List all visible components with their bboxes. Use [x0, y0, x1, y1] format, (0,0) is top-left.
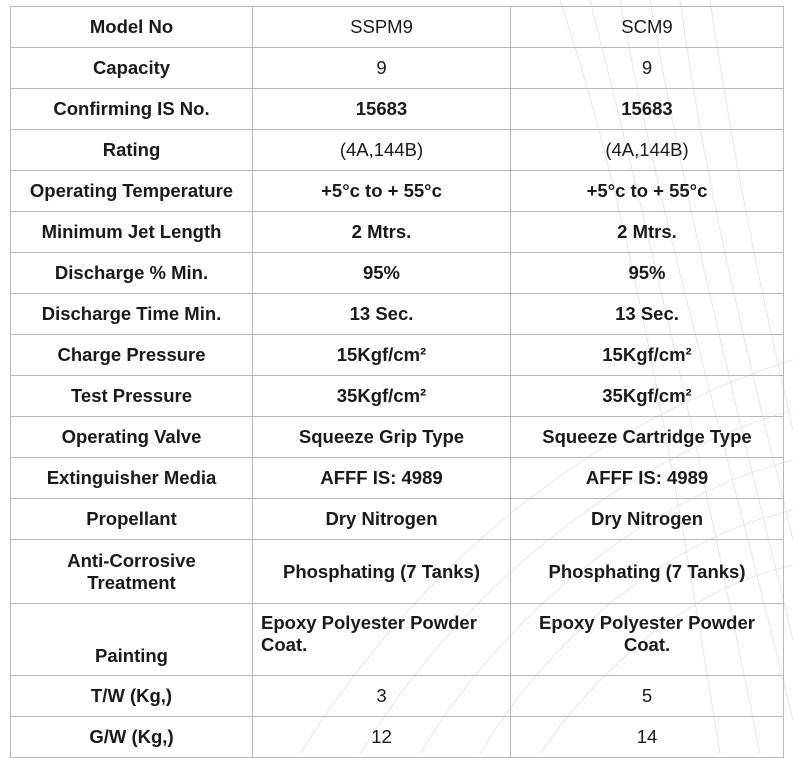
row-label: Confirming IS No.: [11, 89, 253, 130]
cell-value: +5°c to + 55°c: [511, 171, 784, 212]
cell-value: 35Kgf/cm²: [511, 376, 784, 417]
cell-value: 13 Sec.: [253, 294, 511, 335]
cell-value: Squeeze Grip Type: [253, 417, 511, 458]
cell-value: [511, 604, 784, 676]
table-row: [11, 417, 784, 458]
cell-value: (4A,144B): [253, 130, 511, 171]
cell-value: Phosphating (7 Tanks): [253, 540, 511, 604]
row-label: Minimum Jet Length: [11, 212, 253, 253]
row-label: Capacity: [11, 48, 253, 89]
cell-value: 15Kgf/cm²: [511, 335, 784, 376]
cell-value-line: Coat.: [623, 634, 671, 655]
row-label: Rating: [11, 130, 253, 171]
cell-value-line: Epoxy Polyester Powder: [261, 612, 477, 633]
table-row: [11, 540, 784, 604]
table-row: [11, 604, 784, 676]
table-row: [11, 130, 784, 171]
table-row: [11, 335, 784, 376]
row-label: Discharge Time Min.: [11, 294, 253, 335]
cell-value: +5°c to + 55°c: [253, 171, 511, 212]
cell-value: Phosphating (7 Tanks): [511, 540, 784, 604]
cell-value: 14: [511, 717, 784, 758]
row-label: Test Pressure: [11, 376, 253, 417]
row-label: Charge Pressure: [11, 335, 253, 376]
cell-value: 95%: [511, 253, 784, 294]
cell-value: Squeeze Cartridge Type: [511, 417, 784, 458]
table-row: [11, 458, 784, 499]
cell-value: 35Kgf/cm²: [253, 376, 511, 417]
cell-value: AFFF IS: 4989: [253, 458, 511, 499]
row-label: Discharge % Min.: [11, 253, 253, 294]
table-row: [11, 717, 784, 758]
cell-value-line: Epoxy Polyester Powder: [539, 612, 755, 633]
row-label-line: Treatment: [87, 571, 176, 593]
row-label: Painting: [11, 604, 253, 676]
model-sspm9: SSPM9: [253, 7, 511, 48]
table-row: [11, 212, 784, 253]
cell-value: 15683: [511, 89, 784, 130]
cell-value: 3: [253, 676, 511, 717]
table-row: [11, 253, 784, 294]
table-row: [11, 294, 784, 335]
cell-value: 15683: [253, 89, 511, 130]
model-scm9: SCM9: [511, 7, 784, 48]
cell-value: 12: [253, 717, 511, 758]
table-row: [11, 499, 784, 540]
row-label: [11, 540, 253, 604]
cell-value: 2 Mtrs.: [511, 212, 784, 253]
row-label: Extinguisher Media: [11, 458, 253, 499]
table-row: [11, 48, 784, 89]
cell-value: Dry Nitrogen: [511, 499, 784, 540]
row-label: Operating Valve: [11, 417, 253, 458]
cell-value: 2 Mtrs.: [253, 212, 511, 253]
table-row: [11, 171, 784, 212]
row-label: T/W (Kg,): [11, 676, 253, 717]
cell-value: 95%: [253, 253, 511, 294]
cell-value: 9: [253, 48, 511, 89]
row-label-line: Anti-Corrosive: [67, 549, 196, 571]
cell-value: (4A,144B): [511, 130, 784, 171]
cell-value: 9: [511, 48, 784, 89]
row-label: Operating Temperature: [11, 171, 253, 212]
cell-value: AFFF IS: 4989: [511, 458, 784, 499]
row-label: Model No: [11, 7, 253, 48]
row-label: Propellant: [11, 499, 253, 540]
cell-value: 5: [511, 676, 784, 717]
cell-value: [253, 604, 511, 676]
cell-value: Dry Nitrogen: [253, 499, 511, 540]
cell-value: 15Kgf/cm²: [253, 335, 511, 376]
table-row: [11, 376, 784, 417]
spec-table: [10, 6, 784, 758]
row-label: G/W (Kg,): [11, 717, 253, 758]
cell-value-line: Coat.: [261, 634, 308, 655]
cell-value: 13 Sec.: [511, 294, 784, 335]
table-row: [11, 676, 784, 717]
table-row-model-no: [11, 7, 784, 48]
table-row: [11, 89, 784, 130]
